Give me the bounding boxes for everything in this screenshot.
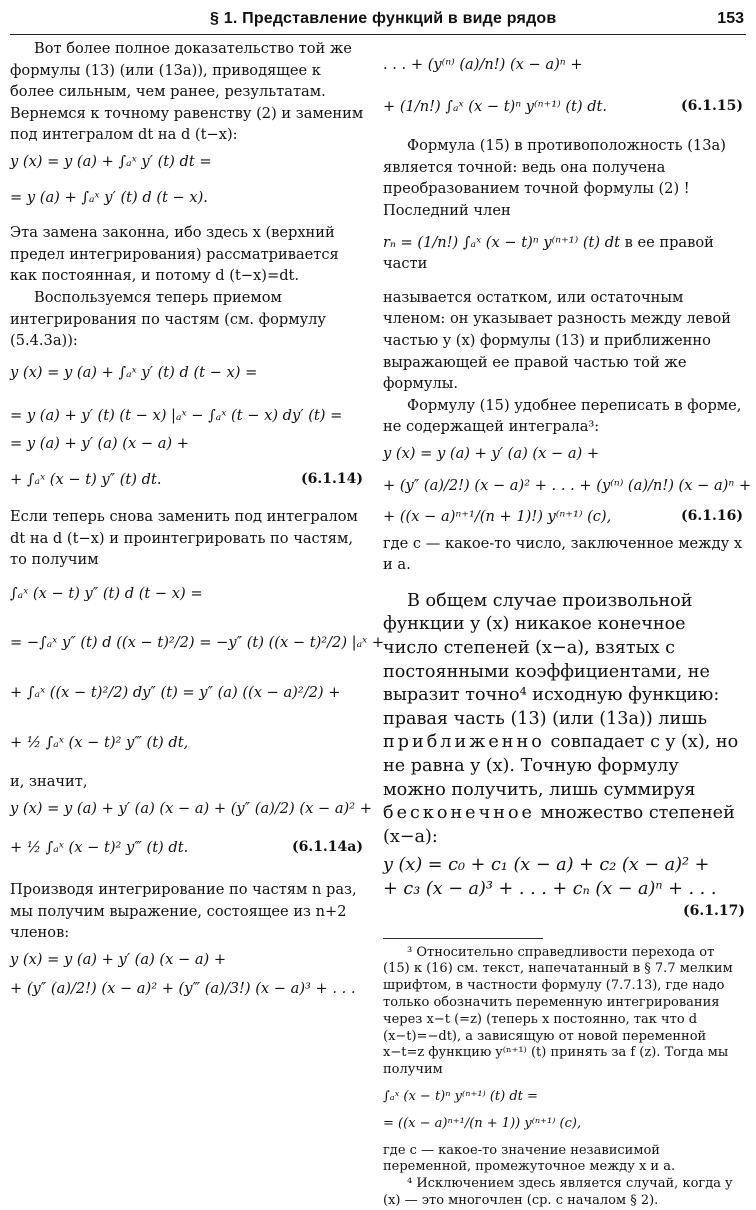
paragraph: Формула (15) в противоположность (13а) является точной: ведь она получена преобразованием точной формулы (2) ! Последний член [383,137,726,219]
equation: y (x) = y (a) + y′ (a) (x − a) + (y″ (a)/2) (x − a)² + [10,799,372,817]
equation: = ((x − a)ⁿ⁺¹/(n + 1)) y⁽ⁿ⁺¹⁾ (c), [383,1115,582,1131]
equation-number: (6.1.16) [681,508,743,525]
footnote-3-continued: где c — какое-то значение независимой переменной, промежуточное между x и a. [383,1142,676,1175]
section-title: § 1. Представление функций в виде рядов [210,10,557,27]
running-header [10,8,746,35]
text-run: множество степеней (x−a): [383,803,735,847]
left-column [10,38,385,1005]
text-run: В общем случае произвольной функции y (x) никакое конечное число степеней (x−a), взятых с постоянными коэффициентами, не выразит точно⁴ исходную функцию: правая часть (13) (или (13а)) лишь [383,590,720,729]
equation [10,469,365,491]
equation: . . . + (y⁽ⁿ⁾ (a)/n!) (x − a)ⁿ + [383,56,583,73]
equation [10,837,365,859]
equation-number: (6.1.15) [681,97,743,114]
equation-block [10,362,365,490]
equation: + ∫ₐˣ ((x − t)²/2) dy″ (t) = y″ (a) ((x − a)²/2) + [10,684,341,702]
paragraph: называется остатком, или остаточным членом: он указывает разность между левой частью y (x) формулы (13) и приближенно выражающей ее правой частью той же формулы. [383,288,731,393]
equation-block [10,151,365,208]
spaced-emphasis: приближенно [383,732,545,753]
right-column [383,38,752,1210]
equation-block [383,854,745,919]
text-run: совпадает с y (x), но не равна y (x). Точную формулу можно получить, лишь суммируя [383,732,739,800]
equation [383,96,745,118]
footnote-divider [383,938,543,939]
paragraph: Вот более полное доказательство той же формулы (13) (или (13а)), приводящее к более сильным, чем ранее, результатам. Вернемся к точному равенству (2) и заменим под интегралом dt на d (t−x): [10,40,364,144]
equation: y (x) = y (a) + ∫ₐˣ y′ (t) dt = [10,152,212,170]
spaced-emphasis: бесконечное [383,803,535,824]
page-number: 153 [717,10,744,27]
equation: rₙ = (1/n!) ∫ₐˣ (x − t)ⁿ y⁽ⁿ⁺¹⁾ (t) dt [383,233,620,251]
paragraph-large [383,590,745,850]
equation-number: (6.1.14а) [291,839,363,856]
equation-body: + (1/n!) ∫ₐˣ (x − t)ⁿ y⁽ⁿ⁺¹⁾ (t) dt. [383,97,608,115]
equation: = −∫ₐˣ y″ (t) d ((x − t)²/2) = −y″ (t) ((x − t)²/2) |ₐˣ + [10,634,385,652]
equation-number: (6.1.14) [301,470,363,487]
equation [383,506,745,528]
equation: y (x) = y (a) + y′ (a) (x − a) + [383,444,600,462]
equation-block [10,949,365,1000]
equation-block [383,54,745,117]
equation-body: + ((x − a)ⁿ⁺¹/(n + 1)!) y⁽ⁿ⁺¹⁾ (c), [383,508,612,526]
equation-block [383,443,752,528]
footnote-3: ³ Относительно справедливости перехода от (15) к (16) см. текст, напечатанный в § 7.7 мелким шрифтом, в частности формулу (7.7.13), где надо только обозначить переменную интегрирования через x−t (=z) (теперь x постоянно, так что d (x−t)=−dt), а зависящую от новой переменной x−t=z функцию y⁽ⁿ⁺¹⁾ (t) принять за f (z). Тогда мы получим [383,944,733,1078]
equation: + c₃ (x − a)³ + . . . + cₙ (x − a)ⁿ + . . . [383,879,717,899]
equation-body: + ∫ₐˣ (x − t) y″ (t) dt. [10,470,162,488]
equation: + ½ ∫ₐˣ (x − t)² y‴ (t) dt, [10,733,189,751]
equation: y (x) = y (a) + ∫ₐˣ y′ (t) d (t − x) = [10,363,258,381]
equation-tail-text: в ее правой части [383,233,714,273]
equation-body: + ½ ∫ₐˣ (x − t)² y‴ (t) dt. [10,839,189,857]
equation: ∫ₐˣ (x − t)ⁿ y⁽ⁿ⁺¹⁾ (t) dt = [383,1088,538,1104]
footnote-equation-block [383,1089,745,1133]
equation: y (x) = c₀ + c₁ (x − a) + c₂ (x − a)² + [383,855,710,876]
equation-number: (6.1.17) [683,902,745,919]
footnote-4: ⁴ Исключением здесь является случай, когда y (x) — это многочлен (ср. с началом § 2). [383,1176,733,1208]
equation-block [10,583,385,753]
paragraph: Формулу (15) удобнее переписать в форме, не содержащей интеграла³: [383,396,742,436]
equation-block [10,798,372,859]
paragraph: Если теперь снова заменить под интегралом dt на d (t−x) и проинтегрировать по частям, то получим [10,508,358,569]
equation: + (y″ (a)/2!) (x − a)² + . . . + (y⁽ⁿ⁾ (a)/n!) (x − a)ⁿ + [383,476,752,494]
equation-inline-block [383,232,745,275]
paragraph: Эта замена законна, ибо здесь x (верхний предел интегрирования) рассматривается как постоянная, и потому d (t−x)=dt. [10,224,339,285]
paragraph: Производя интегрирование по частям n раз, мы получим выражение, состоящее из n+2 членов: [10,881,357,942]
paragraph: и, значит, [10,773,88,791]
equation: = y (a) + y′ (t) (t − x) |ₐˣ − ∫ₐˣ (t − x) dy′ (t) = [10,407,343,425]
equation: ∫ₐˣ (x − t) y″ (t) d (t − x) = [10,584,203,602]
equation: = y (a) + ∫ₐˣ y′ (t) d (t − x). [10,188,208,206]
equation: y (x) = y (a) + y′ (a) (x − a) + [10,950,227,968]
paragraph: Воспользуемся теперь приемом интегрирования по частям (см. формулу (5.4.3а)): [10,288,327,350]
equation: + (y″ (a)/2!) (x − a)² + (y‴ (a)/3!) (x − a)³ + . . . [10,980,356,998]
equation: = y (a) + y′ (a) (x − a) + [10,434,189,452]
paragraph: где c — какое-то число, заключенное между x и a. [383,534,743,574]
